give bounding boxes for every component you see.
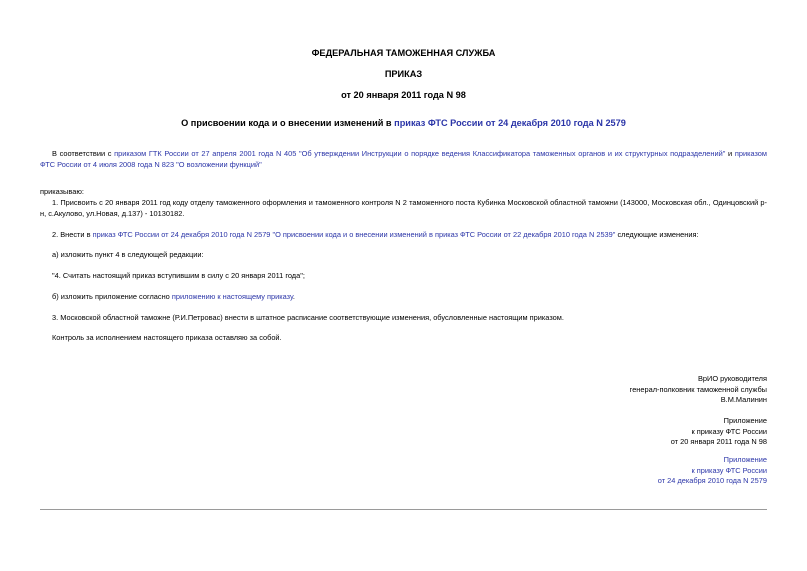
item-2-paragraph xyxy=(40,229,767,240)
item-2-text-2: следующие изменения: xyxy=(615,230,699,239)
item-a-paragraph: а) изложить пункт 4 в следующей редакции: xyxy=(52,250,204,259)
bottom-divider xyxy=(40,509,767,510)
agency-heading: ФЕДЕРАЛЬНАЯ ТАМОЖЕННАЯ СЛУЖБА xyxy=(311,48,496,58)
quote-paragraph: "4. Считать настоящий приказ вступившим в силу с 20 января 2011 года"; xyxy=(52,271,305,280)
appendix-link-order-ref[interactable]: к приказу ФТС России xyxy=(691,465,767,475)
item-b-appendix-link[interactable]: приложению к настоящему приказу xyxy=(171,292,293,301)
preamble-paragraph xyxy=(40,148,767,170)
item-3-paragraph: 3. Московской областной таможне (Р.И.Петровас) внести в штатное расписание соответствующие изменения, обусловленные настоящим приказом. xyxy=(52,313,564,322)
appendix-order-date: от 20 января 2011 года N 98 xyxy=(670,437,767,446)
doc-type-heading: ПРИКАЗ xyxy=(384,69,423,79)
appendix-order-ref: к приказу ФТС России xyxy=(691,426,767,436)
appendix-link-block[interactable] xyxy=(467,455,767,487)
preamble-text-2: и xyxy=(725,149,735,158)
item-1-paragraph: 1. Присвоить с 20 января 2011 год коду отделу таможенного оформления и таможенного контроля N 2 таможенного поста Кубинка Московской областной таможни (143000, Московская обл., Одинцовский р-н, с.Акулово, ул.Новая, д.137) - 10130182. xyxy=(40,198,767,218)
doc-date-heading: от 20 января 2011 года N 98 xyxy=(341,90,466,100)
doc-title-text: О присвоении кода и о внесении изменений в xyxy=(181,118,395,128)
appendix-link-order-date[interactable]: от 24 декабря 2010 года N 2579 xyxy=(657,476,767,485)
item-2-link-fts-2579[interactable]: приказ ФТС России от 24 декабря 2010 года N 2579 "О присвоении кода и о внесении изменений в приказ ФТС России от 22 декабря 2010 года N 2539" xyxy=(92,230,616,239)
signature-position: ВрИО руководителя xyxy=(697,374,767,383)
signature-rank: генерал-полковник таможенной службы xyxy=(629,384,767,394)
item-b-paragraph xyxy=(40,291,767,302)
appendix-header xyxy=(467,416,767,448)
appendix-link-label[interactable]: Приложение xyxy=(723,455,767,464)
doc-title xyxy=(0,117,807,129)
control-paragraph: Контроль за исполнением настоящего приказа оставляю за собой. xyxy=(52,333,282,342)
preamble-link-fts-823[interactable]: приказом ФТС России от 4 июля 2008 года N 823 "О возложении функций" xyxy=(40,149,767,169)
item-2-text-1: 2. Внести в xyxy=(52,230,93,239)
signature-name: В.М.Малинин xyxy=(720,395,767,404)
signature-block xyxy=(467,374,767,406)
item-b-text: б) изложить приложение согласно xyxy=(52,292,172,301)
prikazyvayu-text: приказываю: xyxy=(40,187,84,196)
preamble-text-1: В соответствии с xyxy=(52,149,115,158)
preamble-link-gtk-405[interactable]: приказом ГТК России от 27 апреля 2001 года N 405 "Об утверждении Инструкции о порядке ведения Классификатора таможенных органов и их структурных подразделений" xyxy=(114,149,726,158)
doc-title-link[interactable]: приказ ФТС России от 24 декабря 2010 года N 2579 xyxy=(394,118,626,128)
appendix-label: Приложение xyxy=(723,416,767,425)
item-b-end: . xyxy=(292,292,295,301)
